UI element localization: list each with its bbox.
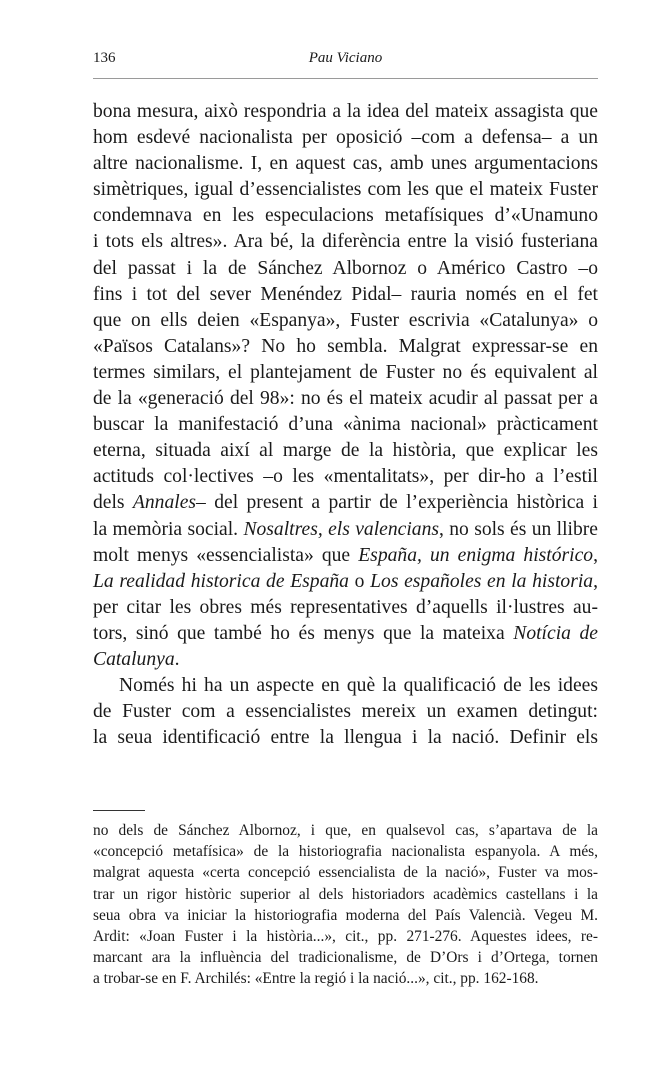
footnote-rule bbox=[93, 810, 145, 811]
text-line: termes similars, el plantejament de Fuster no és equivalent al bbox=[93, 361, 598, 383]
text-line: hom esdevé nacionalista per oposició –com a defensa– a un bbox=[93, 127, 598, 149]
italic-title: Los españoles en la historia bbox=[370, 570, 594, 592]
text-line: Només hi ha un aspecte en què la qualificació de les idees bbox=[119, 675, 598, 697]
text-line: i tots els altres». Ara bé, la diferència entre la visió fusteriana bbox=[93, 231, 598, 253]
running-head: Pau Viciano bbox=[308, 50, 383, 66]
footnote-line: malgrat aquesta «certa concepció essencialista de la nació», Fuster va mos- bbox=[93, 864, 598, 882]
italic-title: Nosaltres, els valencians bbox=[243, 518, 439, 540]
paragraph-1 bbox=[93, 99, 598, 673]
text-run: – del present a partir de l’experiència històrica i bbox=[196, 492, 598, 514]
text-line: la seua identificació entre la llengua i la nació. Definir els bbox=[93, 727, 598, 749]
footnote-line: «concepció metafísica» de la historiografia nacionalista espanyola. A més, bbox=[93, 843, 598, 861]
text-run: . bbox=[174, 648, 180, 670]
page-header bbox=[93, 50, 598, 76]
text-line: de la «generació del 98»: no és el mateix acudir al passat per a bbox=[93, 388, 598, 410]
italic-title: Catalunya bbox=[93, 648, 175, 670]
text-run: o bbox=[348, 570, 371, 592]
footnote-line: seua obra va iniciar la historiografia moderna del País Valencià. Vegeu M. bbox=[93, 906, 598, 924]
text-run: dels bbox=[93, 492, 133, 514]
footnote-line: no dels de Sánchez Albornoz, i que, en qualsevol cas, s’apartava de la bbox=[93, 822, 598, 839]
italic-title: La realidad historica de España bbox=[93, 570, 349, 592]
text-run: , bbox=[593, 570, 599, 592]
text-line: buscar la manifestació d’una «ànima nacional» pràcticament bbox=[93, 414, 598, 436]
text-line: «Països Catalans»? No ho sembla. Malgrat expressar-se en bbox=[93, 335, 598, 357]
text-line: que on ells deien «Espanya», Fuster escrivia «Catalunya» o bbox=[93, 309, 598, 331]
text-line: del passat i la de Sánchez Albornoz o Américo Castro –o bbox=[93, 257, 598, 279]
text-line bbox=[93, 647, 598, 673]
text-line bbox=[93, 621, 598, 647]
text-run: , no sols és un llibre bbox=[439, 518, 598, 540]
text-run: la memòria social. bbox=[93, 518, 244, 540]
text-run: tors, sinó que també ho és menys que la mateixa bbox=[93, 622, 514, 644]
footnote-line: marcant ara la influència del tradicionalisme, de D’Ors i d’Ortega, tornen bbox=[93, 949, 598, 967]
text-line: per citar les obres més representatives d’aquells il·lustres au- bbox=[93, 596, 598, 618]
text-line: fins i tot del sever Menéndez Pidal– rauria només en el fet bbox=[93, 283, 598, 305]
footnote-line: trar un rigor històric superior al dels historiadors acadèmics castellans i la bbox=[93, 885, 598, 903]
text-line: bona mesura, això respondria a la idea del mateix assagista que bbox=[93, 101, 598, 122]
footnote-line: a trobar-se en F. Archilés: «Entre la regió i la nació...», cit., pp. 162-168. bbox=[93, 970, 539, 988]
text-line bbox=[93, 543, 598, 569]
text-line bbox=[93, 517, 598, 543]
text-line: condemnava en les especulacions metafísiques d’«Unamuno bbox=[93, 205, 598, 227]
text-run: molt menys «essencialista» que bbox=[93, 544, 359, 566]
footnote bbox=[93, 820, 598, 990]
text-line: eterna, situada així al marge de la història, que explicar les bbox=[93, 440, 598, 462]
italic-title: Notícia de bbox=[513, 622, 598, 644]
italic-title: Annales bbox=[132, 492, 197, 514]
text-line bbox=[93, 490, 598, 516]
paragraph-2 bbox=[93, 673, 598, 751]
header-rule bbox=[93, 78, 598, 79]
page-number: 136 bbox=[93, 50, 116, 66]
text-run: , bbox=[593, 544, 598, 566]
italic-title: España, un enigma histórico bbox=[358, 544, 594, 566]
text-line: de Fuster com a essencialistes mereix un examen detingut: bbox=[93, 701, 598, 723]
body-text bbox=[93, 99, 598, 751]
text-line: actituds col·lectives –o les «mentalitats», per dir-ho a l’estil bbox=[93, 466, 598, 488]
text-line bbox=[93, 569, 598, 595]
text-line: simètriques, igual d’essencialistes com les que el mateix Fuster bbox=[93, 179, 598, 201]
text-line: altre nacionalisme. I, en aquest cas, amb unes argumentacions bbox=[93, 153, 598, 175]
footnote-line: Ardit: «Joan Fuster i la història...», cit., pp. 271-276. Aquestes idees, re- bbox=[93, 928, 598, 946]
